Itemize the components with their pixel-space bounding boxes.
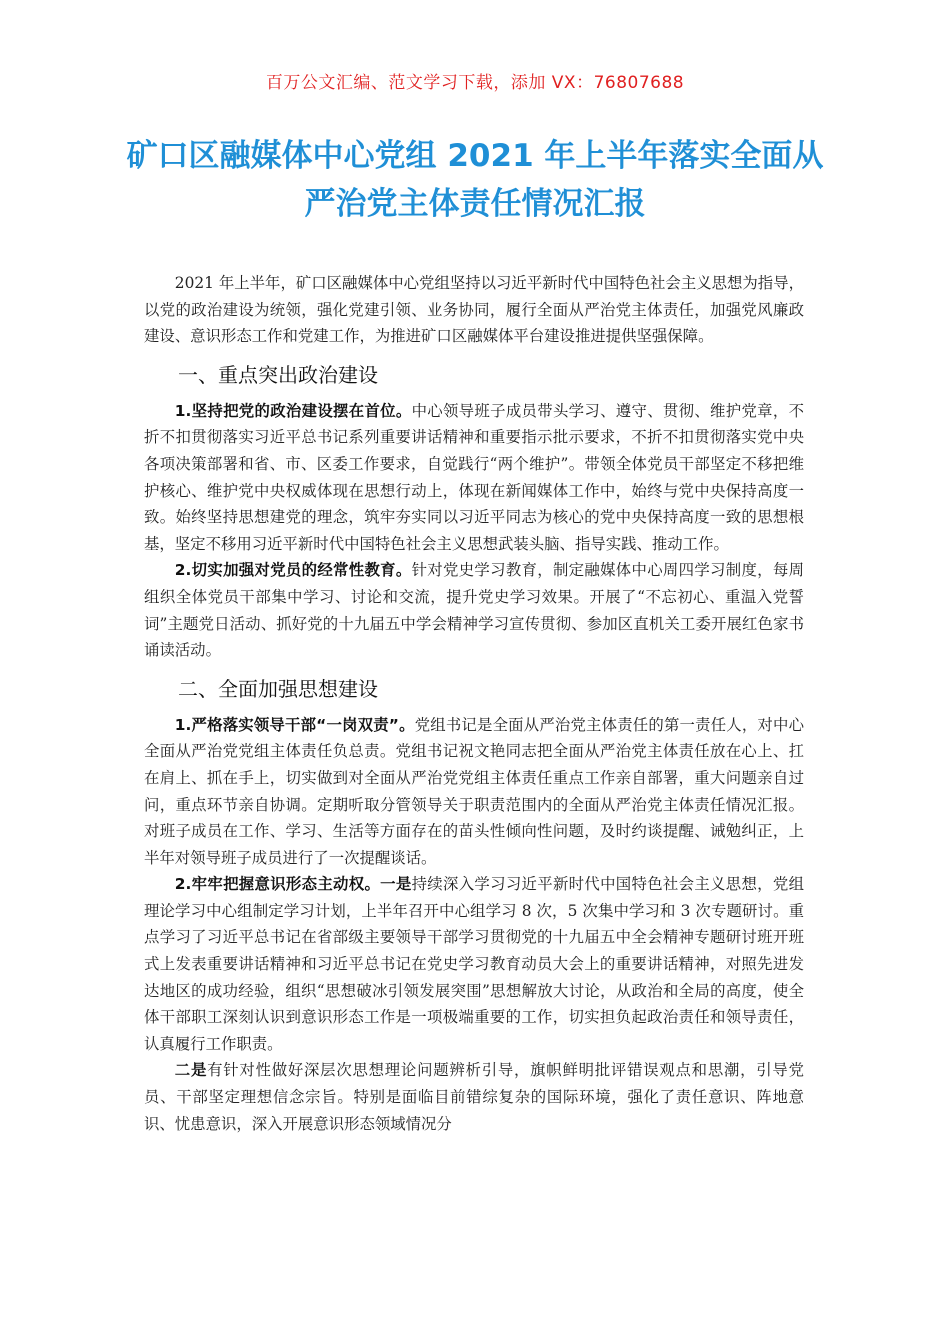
intro-paragraph: 2021 年上半年，矿口区融媒体中心党组坚持以习近平新时代中国特色社会主义思想为指导，以党的政治建设为统领，强化党建引领、业务协同，履行全面从严治党主体责任，加强党风廉政建设、意识形态工作和党建工作，为推进矿口区融媒体平台建设推进提供坚强保障。 bbox=[144, 274, 804, 346]
section-1-item-2-text: 针对党史学习教育，制定融媒体中心周四学习制度，每周组织全体党员干部集中学习、讨论和交流，提升党史学习效果。开展了“不忘初心、重温入党誓词”主题党日活动、抓好党的十九届五中学会精神学习宣传贯彻、参加区直机关工委开展红色家书诵读活动。 bbox=[144, 561, 804, 660]
section-2-item-3-text: 有针对性做好深层次思想理论问题辨析引导，旗帜鲜明批评错误观点和思潮，引导党员、干部坚定理想信念宗旨。特别是面临目前错综复杂的国际环境，强化了责任意识、阵地意识、忧患意识，深入开展意识形态领域情况分 bbox=[144, 1061, 804, 1133]
section-2-item-3-sub: 二是 bbox=[174, 1061, 208, 1080]
section-1-item-1 bbox=[144, 398, 804, 558]
section-2-heading: 二、全面加强思想建设 bbox=[178, 676, 378, 701]
section-2-item-2-sub: 一是 bbox=[380, 875, 412, 894]
section-1-item-1-lead: 1.坚持把党的政治建设摆在首位。 bbox=[174, 401, 412, 420]
document-title: 矿口区融媒体中心党组 2021 年上半年落实全面从严治党主体责任情况汇报 bbox=[126, 138, 824, 222]
section-2-item-1-lead: 1.严格落实领导干部“一岗双责”。 bbox=[174, 715, 415, 734]
section-1-item-2-lead: 2.切实加强对党员的经常性教育。 bbox=[174, 561, 412, 580]
document-body bbox=[144, 270, 804, 1137]
section-2-item-1 bbox=[144, 712, 804, 872]
section-2-item-2-lead: 2.牢牢把握意识形态主动权。 bbox=[174, 875, 381, 894]
section-2-item-1-text: 党组书记是全面从严治党主体责任的第一责任人，对中心全面从严治党党组主体责任负总责。党组书记祝文艳同志把全面从严治党主体责任放在心上、扛在肩上、抓在手上，切实做到对全面从严治党党组主体责任重点工作亲自部署，重大问题亲自过问，重点环节亲自协调。定期听取分管领导关于职责范围内的全面从严治党主体责任情况汇报。对班子成员在工作、学习、生活等方面存在的苗头性倾向性问题，及时约谈提醒、诫勉纠正，上半年对领导班子成员进行了一次提醒谈话。 bbox=[144, 715, 804, 867]
section-2-item-2-text: 持续深入学习习近平新时代中国特色社会主义思想，党组理论学习中心组制定学习计划，上半年召开中心组学习 8 次，5 次集中学习和 3 次专题研讨。重点学习了习近平总书记在省部级主要领导干部学习贯彻党的十九届五中全会精神专题研讨班开班式上发表重要讲话精神和习近平总书记在党史学习教育动员大会上的重要讲话精神，对照先进发达地区的成功经验，组织“思想破冰引领发展突围”思想解放大讨论，从政治和全局的高度，使全体干部职工深刻认识到意识形态工作是一项极端重要的工作，切实担负起政治责任和领导责任，认真履行工作职责。 bbox=[144, 875, 804, 1053]
section-1-heading: 一、重点突出政治建设 bbox=[178, 362, 378, 387]
header-watermark-note: 百万公文汇编、范文学习下载，添加 VX：76807688 bbox=[265, 73, 685, 93]
section-1-item-2 bbox=[144, 557, 804, 663]
section-1-item-1-text: 中心领导班子成员带头学习、遵守、贯彻、维护党章，不折不扣贯彻落实习近平总书记系列重要讲话精神和重要指示批示要求，不折不扣贯彻落实党中央各项决策部署和省、市、区委工作要求，自觉践行“两个维护”。带领全体党员干部坚定不移把维护核心、维护党中央权威体现在思想行动上，体现在新闻媒体工作中，始终与党中央保持高度一致。始终坚持思想建党的理念，筑牢夯实同以习近平同志为核心的党中央保持高度一致的思想根基，坚定不移用习近平新时代中国特色社会主义思想武装头脑、指导实践、推动工作。 bbox=[144, 401, 804, 553]
section-2-item-3 bbox=[144, 1057, 804, 1137]
section-2-item-2 bbox=[144, 871, 804, 1057]
